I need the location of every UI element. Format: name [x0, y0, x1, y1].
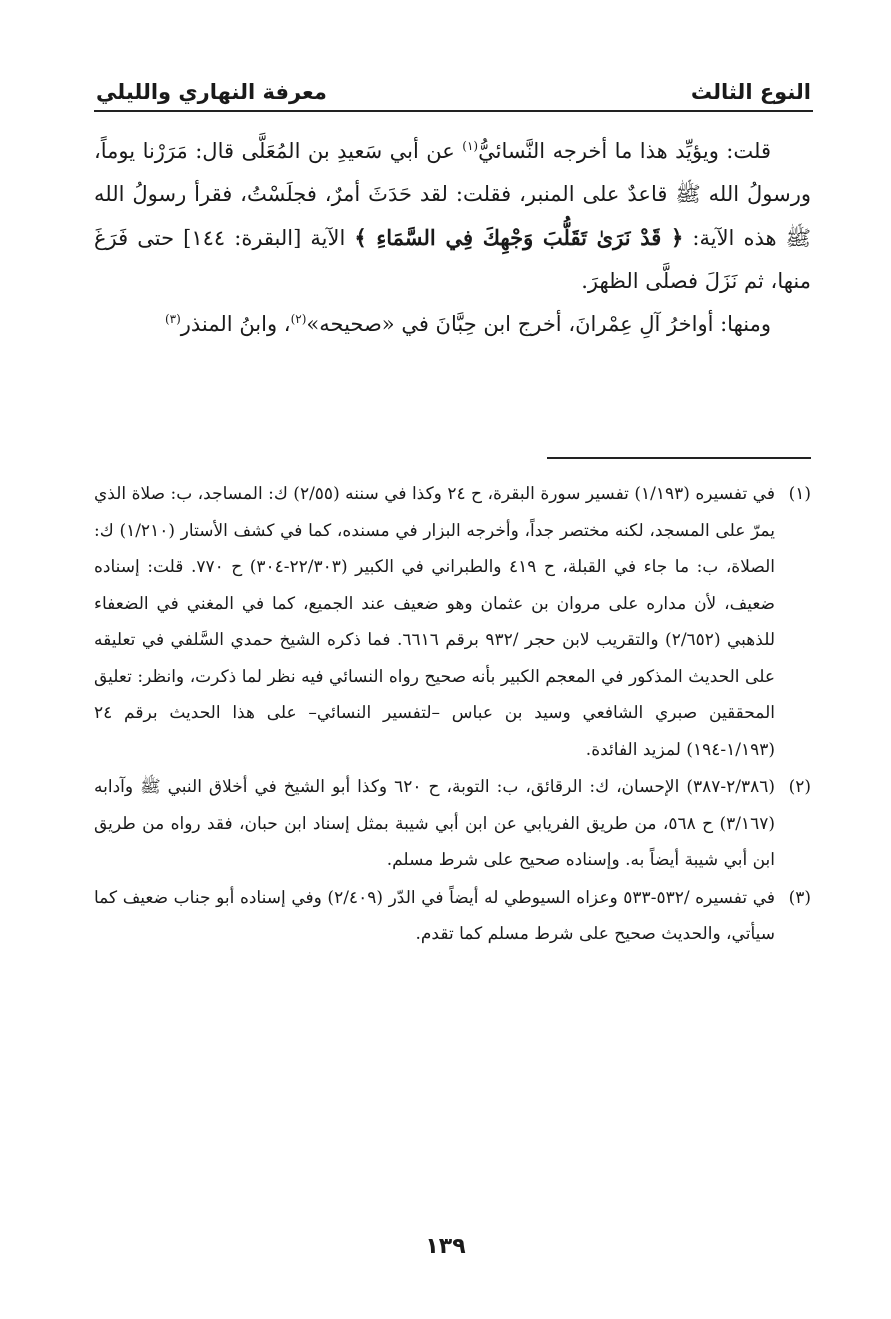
main-text — [94, 130, 811, 346]
footnote-text: في تفسيره /٥٣٢-٥٣٣ وعزاه السيوطي له أيضاً في الدّر (٢/٤٠٩) وفي إسناده أبو جناب ضعيف كما سيأتي، والحديث صحيح على شرط مسلم كما تقدم. — [94, 887, 775, 944]
footnote-number: (٢) — [788, 777, 811, 797]
paragraph-1 — [94, 130, 811, 303]
footnote-3 — [94, 880, 811, 953]
footnote-ref-3: (٣) — [164, 312, 181, 326]
quran-verse: ﴿ قَدْ نَرَىٰ تَقَلُّبَ وَجْهِكَ فِي السَّمَاءِ ﴾ — [354, 225, 684, 250]
paragraph-1-part-2: عن أبي سَعيدِ بن المُعَلَّى قال: مَرَرْنا يوماً، ورسولُ الله ﷺ قاعدٌ على المنبر، فقلت: لقد حَدَثَ أمرٌ، فجلَسْتُ، فقرأ رسولُ الله ﷺ هذه الآية: — [94, 139, 812, 250]
paragraph-2-part-2: ، وابنُ المنذر — [180, 312, 291, 336]
footnote-text: في تفسيره (١/١٩٣) تفسير سورة البقرة، ح ٢٤ وكذا في سننه (٢/٥٥) ك: المساجد، ب: صلاة الذي يمرّ على المسجد، لكنه مختصر جداً، وأخرجه البزار في مسنده، كما في كشف الأستار (١/٢١٠) ك: الصلاة، ب: ما جاء في القبلة، ح ٤١٩ والطبراني في الكبير (٢٢/٣٠٣-٣٠٤) ح ٧٧٠. قلت: إسناده ضعيف، لأن مداره على مروان بن عثمان وهو ضعيف عند الجميع، كما في المغني في الضعفاء للذهبي (٢/٦٥٢) والتقريب لابن حجر /٩٣٢ برقم ٦٦١٦. فما ذكره الشيخ حمدي السَّلفي في تعليقه على الحديث المذكور في المعجم الكبير بأنه صحيح رواه النسائي فيه نظر لما ذكرت، وانظر: تعليق المحققين صبري الشافعي وسيد بن عباس –لتفسير النسائي– على هذا الحديث برقم ٢٤ (١/١٩٣-١٩٤) لمزيد الفائدة. — [94, 484, 776, 760]
paragraph-1-part-3: الآية [البقرة: ١٤٤] حتى فَرَغَ منها، ثم نَزَلَ فصلَّى الظهرَ. — [94, 226, 811, 293]
header-divider — [94, 110, 813, 112]
footnote-text: (٢/٣٨٦-٣٨٧) الإحسان، ك: الرقائق، ب: التوبة، ح ٦٢٠ وكذا أبو الشيخ في أخلاق النبي ﷺ وآدابه (٣/١٦٧) ح ٥٦٨، من طريق الفريابي عن ابن أبي شيبة بمثل إسناد ابن حبان، فقد رواه من طريق ابن أبي شيبة أيضاً به. وإسناده صحيح على شرط مسلم. — [94, 777, 776, 870]
footnote-1 — [94, 476, 811, 768]
page-number: ١٣٩ — [425, 1234, 466, 1259]
paragraph-2-part-1: ومنها: أواخرُ آلِ عِمْرانَ، أخرج ابن حِبَّانَ في «صحيحه» — [306, 312, 771, 336]
paragraph-1-part-1: قلت: ويؤيِّد هذا ما أخرجه النَّسائيُّ — [478, 139, 771, 163]
footnote-ref-2: (٢) — [290, 312, 307, 326]
footnotes — [94, 476, 811, 954]
footnote-2 — [94, 769, 811, 879]
paragraph-2 — [94, 303, 811, 346]
footnote-ref-1: (١) — [462, 139, 479, 153]
footnote-divider — [547, 457, 811, 459]
footnote-number: (١) — [788, 484, 811, 504]
running-header — [96, 68, 811, 104]
section-title: معرفة النهاري والليلي — [96, 80, 327, 104]
footnote-number: (٣) — [788, 887, 811, 908]
chapter-heading: النوع الثالث — [690, 80, 811, 104]
